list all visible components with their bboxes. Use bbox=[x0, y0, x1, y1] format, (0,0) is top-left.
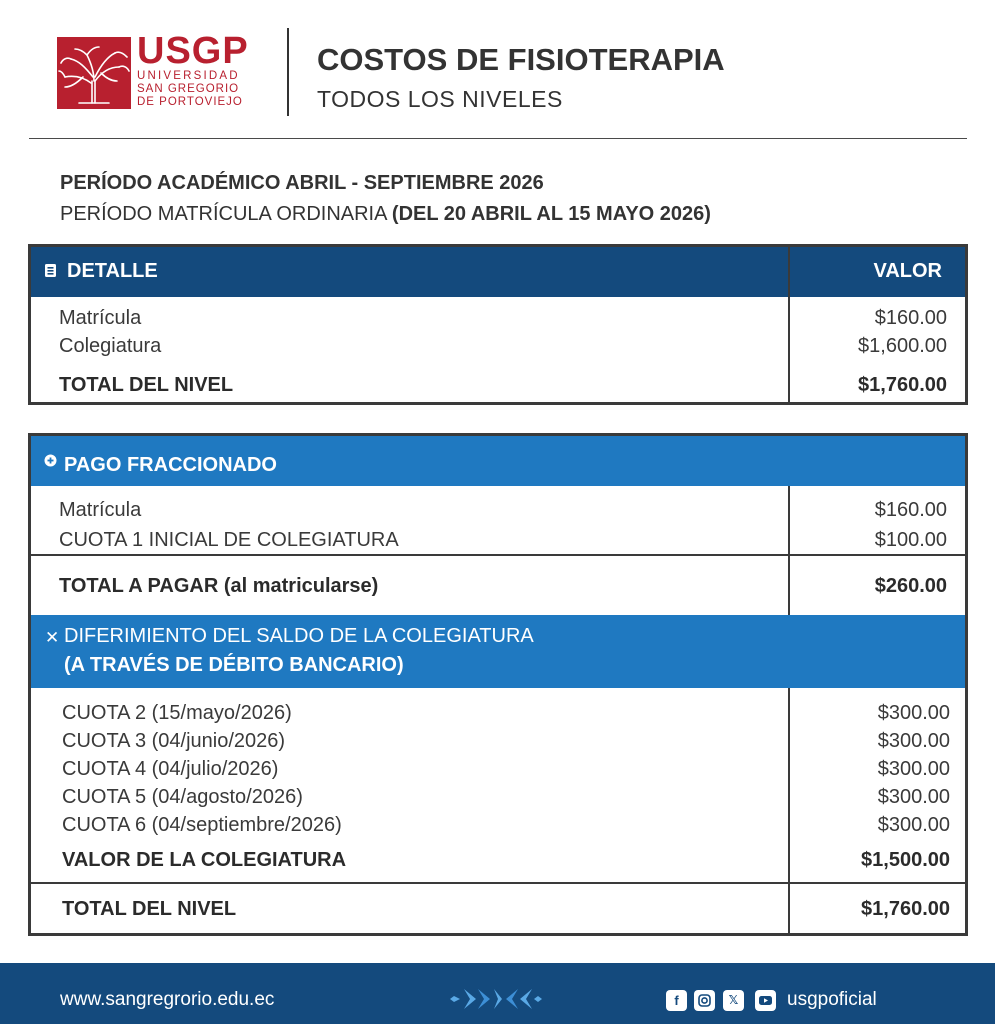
detail-row-label: Colegiatura bbox=[59, 335, 162, 357]
quota-row-label: CUOTA 3 (04/junio/2026) bbox=[62, 730, 286, 752]
tuition-total-value: $1,500.00 bbox=[861, 849, 950, 871]
logo-line-2: SAN GREGORIO bbox=[137, 83, 240, 95]
quota-row-label: CUOTA 2 (15/mayo/2026) bbox=[62, 702, 292, 724]
detail-row-value: $1,600.00 bbox=[858, 335, 947, 357]
quota-row-label: CUOTA 6 (04/septiembre/2026) bbox=[62, 814, 342, 836]
quota-row-label: CUOTA 5 (04/agosto/2026) bbox=[62, 786, 303, 808]
quota-row-value: $300.00 bbox=[877, 786, 950, 808]
installment-row-label: CUOTA 1 INICIAL DE COLEGIATURA bbox=[59, 529, 399, 551]
quota-row-value: $300.00 bbox=[877, 758, 950, 780]
quota-row-value: $300.00 bbox=[877, 702, 950, 724]
youtube-icon[interactable] bbox=[755, 990, 776, 1011]
column-divider bbox=[788, 247, 790, 402]
instagram-icon[interactable] bbox=[694, 990, 715, 1011]
installment-row-label: Matrícula bbox=[59, 499, 142, 521]
enrollment-period-label: PERÍODO MATRÍCULA ORDINARIA bbox=[60, 203, 387, 225]
page-title: COSTOS DE FISIOTERAPIA bbox=[317, 42, 725, 77]
list-icon bbox=[45, 264, 56, 277]
deferral-header bbox=[31, 615, 965, 688]
level-total-value: $1,760.00 bbox=[861, 898, 950, 920]
row-divider bbox=[31, 882, 965, 884]
pay-total-label bbox=[59, 575, 378, 598]
level-total-label: TOTAL DEL NIVEL bbox=[62, 898, 237, 920]
academic-period: PERÍODO ACADÉMICO ABRIL - SEPTIEMBRE 2026 bbox=[60, 172, 544, 194]
column-divider bbox=[788, 486, 790, 615]
facebook-icon[interactable]: f bbox=[666, 990, 687, 1011]
column-divider bbox=[788, 688, 790, 933]
row-divider bbox=[31, 554, 965, 556]
tree-logo-icon bbox=[57, 37, 131, 109]
x-icon[interactable]: 𝕏 bbox=[723, 990, 744, 1011]
installment-row-value: $100.00 bbox=[874, 529, 947, 551]
logo-line-3: DE PORTOVIEJO bbox=[137, 96, 243, 108]
close-x-icon: ✕ bbox=[45, 628, 60, 647]
logo-line-1: UNIVERSIDAD bbox=[137, 70, 240, 82]
quota-row-value: $300.00 bbox=[877, 730, 950, 752]
quota-row-label: CUOTA 4 (04/julio/2026) bbox=[62, 758, 279, 780]
page-footer bbox=[0, 963, 995, 1024]
header-divider bbox=[287, 28, 289, 116]
plus-circle-icon bbox=[44, 454, 57, 467]
detail-row-label: Matrícula bbox=[59, 307, 142, 329]
page-header bbox=[0, 0, 995, 140]
brand-mark-icon bbox=[450, 983, 546, 1015]
quota-row-value: $300.00 bbox=[877, 814, 950, 836]
detail-table bbox=[28, 244, 968, 405]
pay-total-label-text: TOTAL A PAGAR bbox=[59, 575, 219, 597]
enrollment-period bbox=[60, 203, 711, 226]
deferral-title: DIFERIMIENTO DEL SALDO DE LA COLEGIATURA bbox=[64, 625, 534, 647]
deferral-subtitle: (A TRAVÉS DE DÉBITO BANCARIO) bbox=[64, 654, 404, 676]
enrollment-period-dates: (DEL 20 ABRIL AL 15 MAYO 2026) bbox=[391, 203, 711, 225]
installment-row-value: $160.00 bbox=[874, 499, 947, 521]
installments-table bbox=[28, 433, 968, 936]
social-handle[interactable]: usgpoficial bbox=[787, 989, 877, 1010]
logo-wordmark: USGP bbox=[137, 30, 249, 72]
installments-header-label: PAGO FRACCIONADO bbox=[64, 454, 277, 476]
value-header-label: VALOR bbox=[873, 260, 942, 282]
detail-total-value: $1,760.00 bbox=[858, 374, 947, 396]
website-link[interactable]: www.sangregrorio.edu.ec bbox=[60, 989, 275, 1010]
header-rule bbox=[29, 138, 967, 139]
detail-header-label: DETALLE bbox=[67, 260, 158, 282]
pay-total-value: $260.00 bbox=[874, 575, 947, 597]
usgp-logo[interactable] bbox=[57, 30, 257, 109]
detail-table-header bbox=[31, 247, 965, 297]
pay-total-note: (al matricularse) bbox=[223, 575, 379, 597]
detail-total-label: TOTAL DEL NIVEL bbox=[59, 374, 234, 396]
detail-row-value: $160.00 bbox=[874, 307, 947, 329]
page-subtitle: TODOS LOS NIVELES bbox=[317, 86, 563, 112]
tuition-total-label: VALOR DE LA COLEGIATURA bbox=[62, 849, 347, 871]
installments-header bbox=[31, 436, 965, 486]
